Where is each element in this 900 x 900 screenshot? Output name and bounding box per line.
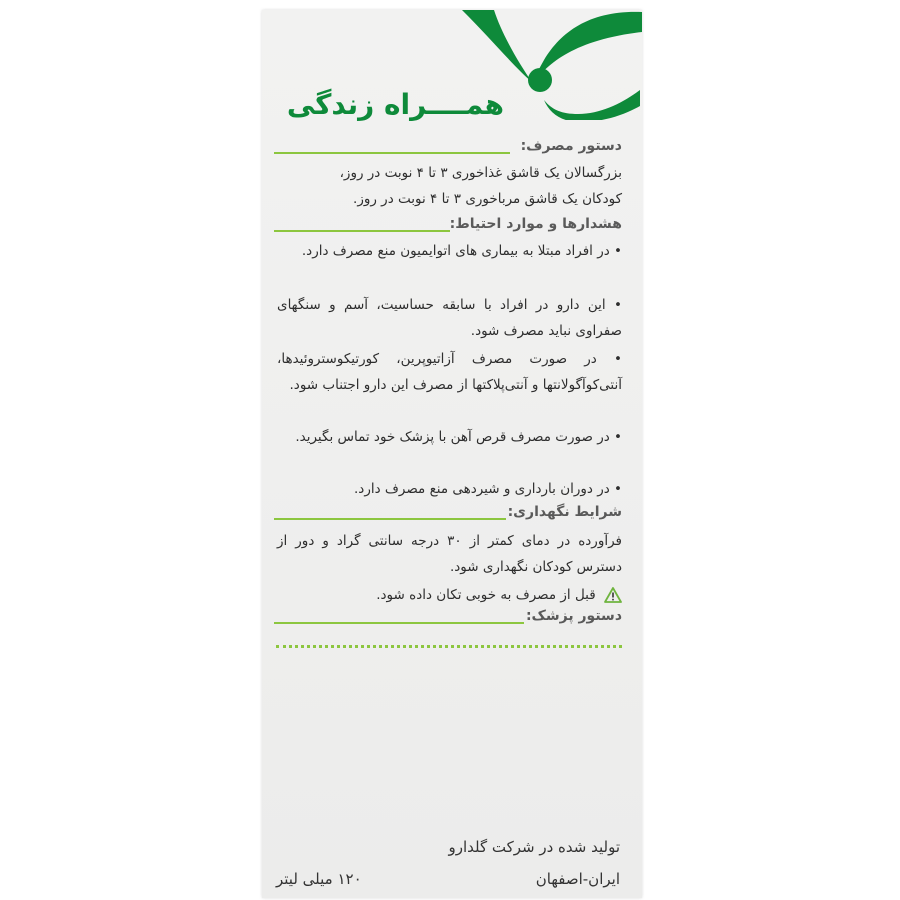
storage-heading: شرایط نگهداری:	[507, 504, 622, 520]
shake-note	[277, 582, 622, 608]
volume-text: ۱۲۰ میلی لیتر	[276, 870, 362, 888]
usage-heading: دستور مصرف:	[520, 138, 622, 154]
location-text: ایران-اصفهان	[535, 870, 620, 888]
usage-line-2: کودکان یک قاشق مرباخوری ۳ تا ۴ نوبت در روز.	[353, 191, 622, 207]
warning-item-4	[277, 424, 622, 450]
warning-text-5: • در دوران بارداری و شیردهی منع مصرف دارد.	[354, 481, 622, 497]
doctor-heading: دستور پزشک:	[525, 608, 622, 624]
usage-text	[277, 160, 622, 212]
warning-text-3: • در صورت مصرف آزاتیوپرین، کورتیکوستروئیدها، آنتی‌کوآگولانتها و آنتی‌پلاکتها از مصرف این دارو اجتناب شود.	[277, 351, 622, 393]
warning-triangle-icon	[604, 587, 622, 603]
shake-note-text: قبل از مصرف به خوبی تکان داده شود.	[376, 587, 596, 603]
usage-line-1: بزرگسالان یک قاشق غذاخوری ۳ تا ۴ نوبت در روز،	[339, 165, 622, 181]
warning-item-2	[277, 292, 622, 344]
warnings-rule	[274, 230, 450, 232]
warnings-heading: هشدارها و موارد احتیاط:	[449, 216, 622, 232]
usage-rule	[274, 152, 510, 154]
manufacturer-text: تولید شده در شرکت گلدارو	[448, 838, 620, 856]
warning-text-1: • در افراد مبتلا به بیماری های اتوایمیون منع مصرف دارد.	[302, 243, 622, 259]
storage-rule	[274, 518, 506, 520]
product-box-side	[262, 10, 642, 898]
warning-item-5	[277, 476, 622, 502]
doctor-rule	[274, 622, 524, 624]
doctor-notes-line	[276, 645, 622, 648]
warning-text-2: • این دارو در افراد با سابقه حساسیت، آسم و سنگهای صفراوی نباید مصرف شود.	[277, 297, 622, 339]
warning-text-4: • در صورت مصرف قرص آهن با پزشک خود تماس بگیرید.	[295, 429, 622, 445]
brand-name: همــــراه زندگی	[286, 88, 504, 121]
warning-item-1	[277, 238, 622, 264]
warning-item-3	[277, 346, 622, 398]
storage-body: فرآورده در دمای کمتر از ۳۰ درجه سانتی گراد و دور از دسترس کودکان نگهداری شود.	[277, 533, 622, 575]
storage-text	[277, 528, 622, 580]
